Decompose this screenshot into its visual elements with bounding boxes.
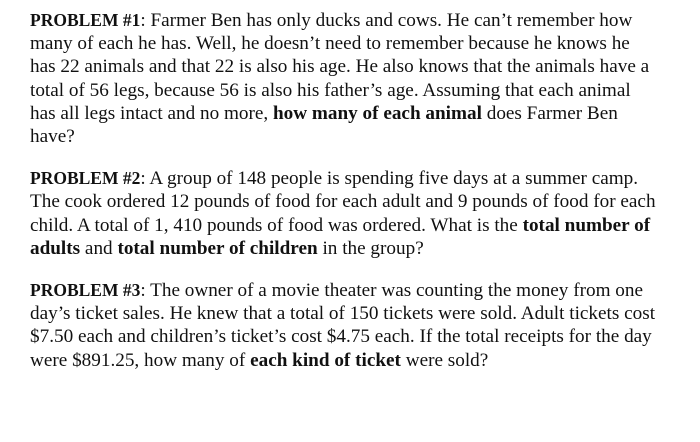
body-text: : Farmer Ben has only ducks and cows. He can’t remember how <box>140 10 633 31</box>
problem-line <box>30 325 694 348</box>
problem-1 <box>30 9 694 148</box>
worksheet-page <box>30 9 694 391</box>
body-text: $7.50 each and children’s ticket’s cost $4.75 each. If the total receipts for the day <box>30 326 652 348</box>
body-text: many of each he has. Well, he doesn’t need to remember because he knows he <box>30 33 630 55</box>
problem-line <box>30 102 694 125</box>
emphasis-text: total number of children <box>117 237 318 259</box>
body-text: were $891.25, how many of <box>30 349 251 371</box>
problem-line <box>30 190 694 213</box>
body-text: has 22 animals and that 22 is also his age. He also knows that the animals have a <box>30 56 650 78</box>
emphasis-text: total number of <box>522 214 651 236</box>
body-text: : The owner of a movie theater was counting the money from one <box>140 280 643 302</box>
problem-line <box>30 279 694 302</box>
problem-line <box>30 9 694 32</box>
emphasis-text: each kind of ticket <box>250 349 401 371</box>
problem-label: PROBLEM #3 <box>30 280 141 301</box>
problem-3 <box>30 279 694 372</box>
body-text: have? <box>30 126 75 148</box>
body-text: and <box>80 237 118 259</box>
problem-line <box>30 167 694 190</box>
problem-2 <box>30 167 694 260</box>
problem-line <box>30 32 694 55</box>
body-text: were sold? <box>400 349 489 371</box>
body-text: : A group of 148 people is spending five days at a summer camp. <box>140 168 639 190</box>
problem-line <box>30 302 694 325</box>
problem-label: PROBLEM #2 <box>30 168 141 189</box>
body-text: The cook ordered 12 pounds of food for each adult and 9 pounds of food for each <box>30 191 656 213</box>
emphasis-text: how many of each animal <box>272 102 482 124</box>
body-text: does Farmer Ben <box>481 102 618 124</box>
emphasis-text: adults <box>30 237 81 259</box>
problem-line <box>30 79 694 102</box>
body-text: has all legs intact and no more, <box>30 102 273 124</box>
problem-line <box>30 55 694 78</box>
problem-label: PROBLEM #1 <box>30 10 141 30</box>
body-text: in the group? <box>317 237 424 259</box>
body-text: child. A total of 1, 410 pounds of food was ordered. What is the <box>30 214 523 236</box>
problem-line <box>30 125 694 148</box>
body-text: day’s ticket sales. He knew that a total of 150 tickets were sold. Adult tickets cost <box>30 303 656 325</box>
problem-line <box>30 349 694 372</box>
problem-line <box>30 237 694 260</box>
problem-line <box>30 214 694 237</box>
body-text: total of 56 legs, because 56 is also his father’s age. Assuming that each animal <box>30 79 631 101</box>
